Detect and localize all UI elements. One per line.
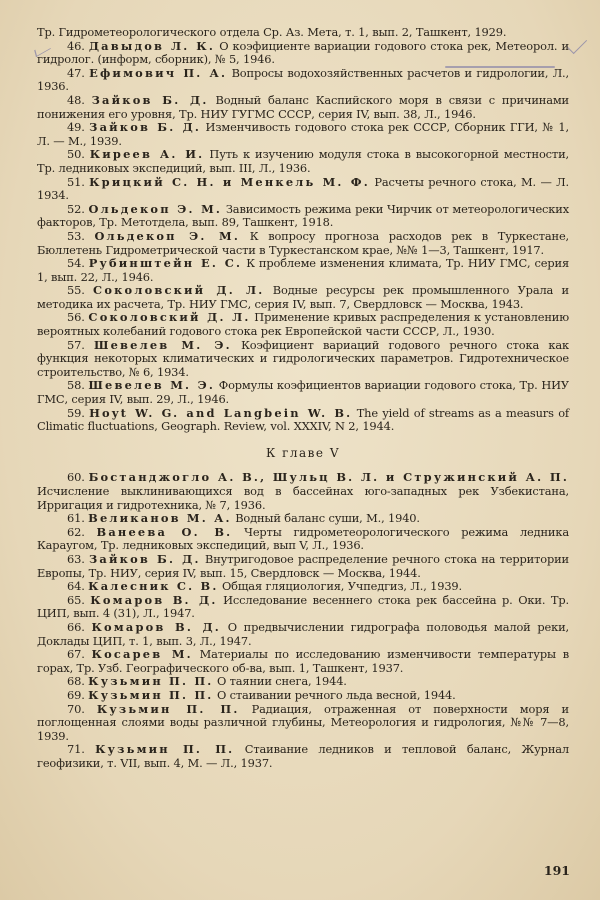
- reference-number: 69.: [67, 687, 85, 702]
- reference-author: Кузьмин П. П.: [88, 687, 214, 702]
- reference-author: Косарев М.: [91, 647, 193, 662]
- reference-author: Рубинштейн Е. С.: [88, 256, 243, 271]
- reference-title: Зависимость режима реки Чирчик от метеорологических факторов, Тр. Метотдела, вып. 89, Ташкент, 1918.: [37, 201, 569, 230]
- reference-entry: [37, 648, 569, 675]
- reference-number: 47.: [67, 65, 85, 80]
- reference-number: 61.: [67, 511, 85, 526]
- reference-title: Водный баланс суши, М., 1940.: [235, 511, 420, 526]
- reference-author: Крицкий С. Н. и Менкель М. Ф.: [89, 174, 370, 189]
- reference-entry: [37, 675, 569, 689]
- reference-title: Формулы коэфициентов вариации годового стока, Тр. НИУ ГМС, серия IV, вып. 29, Л., 1946.: [37, 378, 569, 407]
- reference-number: 59.: [67, 405, 85, 420]
- reference-number: 67.: [67, 647, 85, 662]
- reference-title: The yield of streams as a measurs of Climatic fluctuations, Geograph. Review, vol. XXXIV, N 2, 1944.: [37, 405, 569, 434]
- reference-author: Кузьмин П. П.: [95, 742, 235, 757]
- reference-number: 60.: [67, 470, 85, 485]
- reference-title: Водные ресурсы рек промышленного Урала и методика их расчета, Тр. НИУ ГМС, серия IV, вып. 7, Свердловск — Москва, 1943.: [37, 283, 569, 311]
- reference-number: 65.: [67, 592, 85, 607]
- reference-title: Коэфициент вариаций годового речного стока как функция некоторых климатических и гидрологических параметров. Гидротехническое строительство, № 6, 1934.: [37, 337, 569, 379]
- reference-entry: [37, 594, 569, 621]
- reference-author: Комаров В. Д.: [90, 592, 218, 607]
- reference-title: О стаивании речного льда весной, 1944.: [216, 687, 456, 702]
- reference-entry: [37, 689, 569, 703]
- pencil-checkmark-icon: [566, 33, 587, 54]
- reference-author: Соколовский Д. Л.: [93, 283, 265, 298]
- reference-entry: [37, 512, 569, 526]
- reference-list-part2: [37, 471, 569, 770]
- reference-number: 49.: [67, 120, 85, 135]
- reference-number: 63.: [67, 551, 85, 566]
- reference-entry: [37, 339, 569, 380]
- reference-entry: [37, 257, 569, 284]
- reference-title: Путь к изучению модуля стока в высокогорной местности, Тр. ледниковых экспедиций, вып. III, Л., 1936.: [37, 147, 569, 175]
- reference-number: 48.: [67, 92, 85, 107]
- reference-author: Великанов М. А.: [88, 511, 232, 526]
- reference-number: 56.: [67, 310, 85, 325]
- reference-author: Киреев А. И.: [89, 147, 205, 162]
- reference-entry: [37, 67, 569, 94]
- reference-author: Калесник С. В.: [88, 579, 219, 594]
- reference-title: О предвычислении гидрографа половодья малой реки, Доклады ЦИП, т. 1, вып. 3, Л., 1947.: [37, 619, 569, 648]
- reference-title: Водный баланс Каспийского моря в связи с причинами понижения его уровня, Тр. НИУ ГУГМС СССР, серия IV, вып. 38, Л., 1946.: [37, 92, 569, 121]
- reference-number: 58.: [67, 378, 85, 393]
- reference-number: 54.: [67, 256, 85, 271]
- reference-author: Hoyt W. G. and Langbein W. B.: [89, 405, 353, 420]
- reference-entry: [37, 148, 569, 175]
- reference-title: Применение кривых распределения к установлению вероятных колебаний годового стока рек Европейской части СССР, Л., 1930.: [37, 310, 569, 339]
- bibliography: [37, 26, 569, 770]
- reference-title: Радиация, отраженная от поверхности моря и поглощенная слоями воды различной глубины, Метеорология и гидрология, №№ 7—8, 1939.: [37, 701, 569, 743]
- reference-entry: [37, 580, 569, 594]
- reference-title: О коэфициенте вариации годового стока рек, Метеорол. и гидролог. (информ, сборник), № 5, 1946.: [37, 38, 569, 67]
- reference-author: Кузьмин П. П.: [88, 674, 214, 689]
- reference-number: 55.: [67, 283, 85, 298]
- reference-author: Ольдекоп Э. М.: [94, 228, 241, 243]
- reference-title: Черты гидрометеорологического режима ледника Караугом, Тр. ледниковых экспедиций, вып V, Л., 1936.: [37, 524, 569, 553]
- section-heading: К главе V: [265, 445, 340, 460]
- reference-number: 70.: [67, 701, 85, 716]
- reference-entry: [37, 621, 569, 648]
- reference-author: Комаров В. Д.: [91, 619, 221, 634]
- reference-entry: [37, 407, 569, 434]
- page-number: 191: [543, 863, 570, 878]
- reference-author: Ефимович П. А.: [89, 65, 228, 80]
- reference-entry: [37, 121, 569, 148]
- reference-number: 46.: [67, 38, 85, 53]
- reference-author: Ванеева О. В.: [96, 524, 233, 539]
- reference-number: 71.: [67, 742, 85, 757]
- reference-entry: [37, 471, 569, 512]
- reference-author: Шевелев М. Э.: [88, 378, 216, 393]
- reference-title: Общая гляциология, Учпедгиз, Л., 1939.: [221, 579, 462, 594]
- reference-number: 68.: [67, 674, 85, 689]
- reference-title: Изменчивость годового стока рек СССР, Сборник ГГИ, № 1, Л. — М., 1939.: [37, 120, 570, 148]
- reference-entry: [37, 703, 569, 744]
- reference-entry: [37, 743, 569, 770]
- reference-entry: [37, 526, 569, 553]
- reference-author: Шевелев М. Э.: [93, 337, 232, 352]
- reference-number: 53.: [67, 228, 85, 243]
- reference-entry: [37, 40, 569, 67]
- reference-title: Материалы по исследованию изменчивости температуры в горах, Тр. Узб. Географического об-ва, вып. 1, Ташкент, 1937.: [37, 647, 569, 675]
- reference-number: 66.: [67, 619, 85, 634]
- reference-author: Ольдекоп Э. М.: [88, 201, 223, 216]
- reference-author: Зайков Б. Д.: [89, 120, 202, 135]
- reference-title: Вопросы водохозяйственных расчетов и гидрологии, Л., 1936.: [37, 65, 570, 94]
- reference-entry: [37, 379, 569, 406]
- reference-author: Зайков Б. Д.: [91, 92, 209, 107]
- reference-entry: [37, 311, 569, 338]
- reference-entry: [37, 94, 569, 121]
- reference-entry: [37, 176, 569, 203]
- reference-number: 64.: [67, 579, 85, 594]
- reference-title: Расчеты речного стока, М. — Л. 1934.: [37, 174, 569, 203]
- reference-author: Бостанджогло А. В., Шульц В. Л. и Стружинский А. П.: [88, 470, 569, 485]
- reference-number: 50.: [67, 147, 85, 162]
- reference-title: Исследование весеннего стока рек бассейна р. Оки. Тр. ЦИП, вып. 4 (31), Л., 1947.: [37, 592, 569, 621]
- reference-title: К вопросу прогноза расходов рек в Туркестане, Бюллетень Гидрометрической части в Туркестанском крае, №№ 1—3, Ташкент, 1917.: [37, 228, 570, 257]
- reference-author: Зайков Б. Д.: [89, 551, 201, 566]
- reference-list-part1: [37, 40, 569, 434]
- reference-title: Внутригодовое распределение речного стока на территории Европы, Тр. НИУ, серия IV, вып. 15, Свердловск — Москва, 1944.: [37, 551, 569, 580]
- reference-entry: [37, 203, 569, 230]
- reference-number: 51.: [67, 174, 85, 189]
- reference-title: О таянии снега, 1944.: [216, 674, 347, 689]
- reference-entry: [37, 553, 569, 580]
- reference-author: Кузьмин П. П.: [96, 701, 240, 716]
- reference-number: 62.: [67, 524, 85, 539]
- reference-author: Давыдов Л. К.: [88, 38, 216, 53]
- reference-number: 52.: [67, 201, 85, 216]
- reference-title: Стаивание ледников и тепловой баланс, Журнал геофизики, т. VII, вып. 4, М. — Л., 1937.: [37, 742, 569, 770]
- reference-entry: [37, 284, 569, 311]
- reference-author: Соколовский Д. Л.: [88, 310, 251, 325]
- reference-entry: [37, 230, 569, 257]
- reference-title: Исчисление выклинивающихся вод в бассейнах юго-западных рек Узбекистана, Ирригация и гидротехника, № 7, 1936.: [37, 484, 569, 512]
- reference-continuation: Тр. Гидрометеорологического отдела Ср. Аз. Мета, т. 1, вып. 2, Ташкент, 1929.: [37, 25, 507, 39]
- reference-title: К проблеме изменения климата, Тр. НИУ ГМС, серия 1, вып. 22, Л., 1946.: [37, 256, 569, 284]
- reference-number: 57.: [67, 337, 85, 352]
